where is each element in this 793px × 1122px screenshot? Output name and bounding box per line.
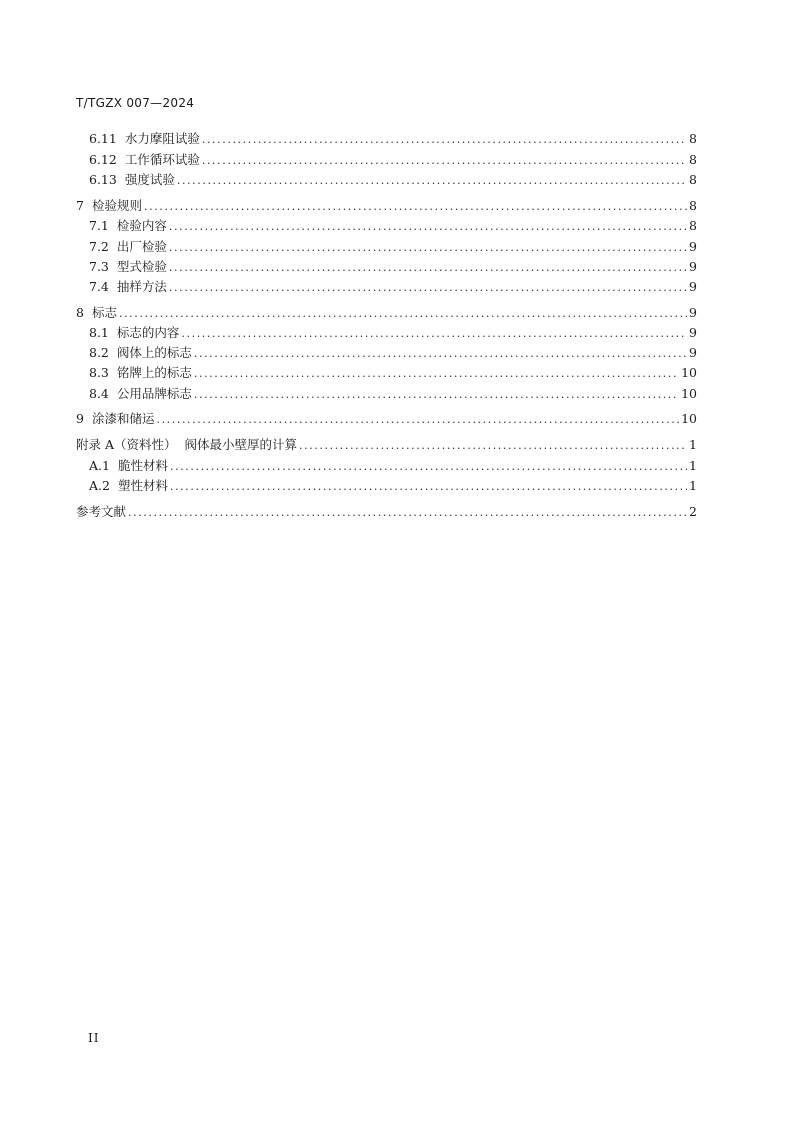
toc-entry-title: 涂漆和储运 xyxy=(91,411,155,426)
toc-entry-number: 6.13 xyxy=(89,172,117,187)
toc-entry[interactable] xyxy=(89,238,697,256)
toc-entry-number: 7.2 xyxy=(89,239,109,254)
toc-entry-number: 8.3 xyxy=(89,365,109,380)
toc-entry-title: 水力摩阻试验 xyxy=(124,131,200,146)
toc-entry[interactable] xyxy=(89,385,697,403)
toc-entry-title: 阀体上的标志 xyxy=(116,345,192,360)
toc-entry-number: 6.11 xyxy=(89,131,117,146)
toc-entry-number: 8.1 xyxy=(89,325,109,340)
toc-entry-number: A.1 xyxy=(89,458,110,473)
toc-entry[interactable] xyxy=(89,344,697,362)
toc-leader-dots xyxy=(156,411,679,429)
toc-entry-page: 1 xyxy=(689,478,697,493)
toc-leader-dots xyxy=(299,437,687,455)
toc-entry-title: 检验规则 xyxy=(91,198,142,213)
toc-entry-number: 8 xyxy=(76,305,84,320)
toc-entry-page: 9 xyxy=(689,279,697,294)
toc-entry[interactable] xyxy=(89,130,697,148)
toc-entry-title: 铭牌上的标志 xyxy=(116,365,192,380)
toc-leader-dots xyxy=(170,458,687,476)
toc-entry-title: 出厂检验 xyxy=(116,239,167,254)
toc-entry-page: 1 xyxy=(689,458,697,473)
toc-entry-title: 型式检验 xyxy=(116,259,167,274)
toc-entry-title: 标志的内容 xyxy=(116,325,180,340)
toc-entry[interactable] xyxy=(89,324,697,342)
toc-entry[interactable] xyxy=(89,217,697,235)
toc-entry-page: 9 xyxy=(689,305,697,320)
toc-entry-title: 参考文献 xyxy=(76,504,127,519)
toc-entry-page: 10 xyxy=(681,365,697,380)
document-code: T/TGZX 007—2024 xyxy=(76,96,195,110)
toc-entry-page: 9 xyxy=(689,345,697,360)
toc-entry-number: 9 xyxy=(76,411,84,426)
toc-leader-dots xyxy=(202,131,687,149)
toc-leader-dots xyxy=(194,345,687,363)
toc-entry[interactable] xyxy=(76,503,697,521)
toc-entry[interactable] xyxy=(89,477,697,495)
toc-entry[interactable] xyxy=(76,436,697,454)
toc-entry-title: 工作循环试验 xyxy=(124,152,200,167)
toc-entry-number: 7.3 xyxy=(89,259,109,274)
toc-entry-title: 脆性材料 xyxy=(117,458,168,473)
toc-entry-page: 1 xyxy=(689,437,697,452)
toc-leader-dots xyxy=(181,325,687,343)
toc-entry-number: 6.12 xyxy=(89,152,117,167)
toc-entry[interactable] xyxy=(76,304,697,322)
toc-leader-dots xyxy=(169,279,687,297)
toc-leader-dots xyxy=(202,152,687,170)
toc-entry[interactable] xyxy=(76,197,697,215)
toc-leader-dots xyxy=(170,478,687,496)
toc-leader-dots xyxy=(177,172,687,190)
toc-entry-title: 标志 xyxy=(91,305,117,320)
toc-entry-title: 抽样方法 xyxy=(116,279,167,294)
toc-entry-number: 附录 A（资料性） xyxy=(76,437,177,452)
toc-entry-page: 2 xyxy=(689,504,697,519)
toc-leader-dots xyxy=(194,386,679,404)
toc-entry-number: 7 xyxy=(76,198,84,213)
toc-leader-dots xyxy=(194,365,679,383)
toc-entry[interactable] xyxy=(89,151,697,169)
toc-entry-number: A.2 xyxy=(89,478,110,493)
toc-entry-page: 9 xyxy=(689,259,697,274)
toc-entry-page: 8 xyxy=(689,218,697,233)
toc-entry[interactable] xyxy=(89,171,697,189)
toc-entry-number: 8.4 xyxy=(89,386,109,401)
toc-leader-dots xyxy=(169,259,687,277)
page-number: II xyxy=(88,1031,100,1045)
toc-entry[interactable] xyxy=(89,258,697,276)
toc-entry-page: 8 xyxy=(689,198,697,213)
toc-entry-page: 8 xyxy=(689,172,697,187)
toc-leader-dots xyxy=(144,198,687,216)
toc-entry[interactable] xyxy=(76,410,697,428)
toc-entry-number: 7.1 xyxy=(89,218,109,233)
toc-entry-title: 塑性材料 xyxy=(117,478,168,493)
toc-leader-dots xyxy=(169,218,687,236)
toc-entry-page: 10 xyxy=(681,386,697,401)
toc-entry-page: 8 xyxy=(689,131,697,146)
toc-leader-dots xyxy=(119,305,687,323)
toc-entry-page: 10 xyxy=(681,411,697,426)
toc-entry-page: 9 xyxy=(689,239,697,254)
toc-entry-page: 8 xyxy=(689,152,697,167)
toc-entry-page: 9 xyxy=(689,325,697,340)
toc-entry-title: 公用品牌标志 xyxy=(116,386,192,401)
toc-entry-title: 阀体最小壁厚的计算 xyxy=(184,437,298,452)
toc-leader-dots xyxy=(169,239,687,257)
toc-entry[interactable] xyxy=(89,457,697,475)
toc-entry[interactable] xyxy=(89,278,697,296)
toc-entry-number: 8.2 xyxy=(89,345,109,360)
toc-leader-dots xyxy=(128,504,687,522)
toc-entry-number: 7.4 xyxy=(89,279,109,294)
toc-entry[interactable] xyxy=(89,364,697,382)
toc-entry-title: 强度试验 xyxy=(124,172,175,187)
toc-entry-title: 检验内容 xyxy=(116,218,167,233)
